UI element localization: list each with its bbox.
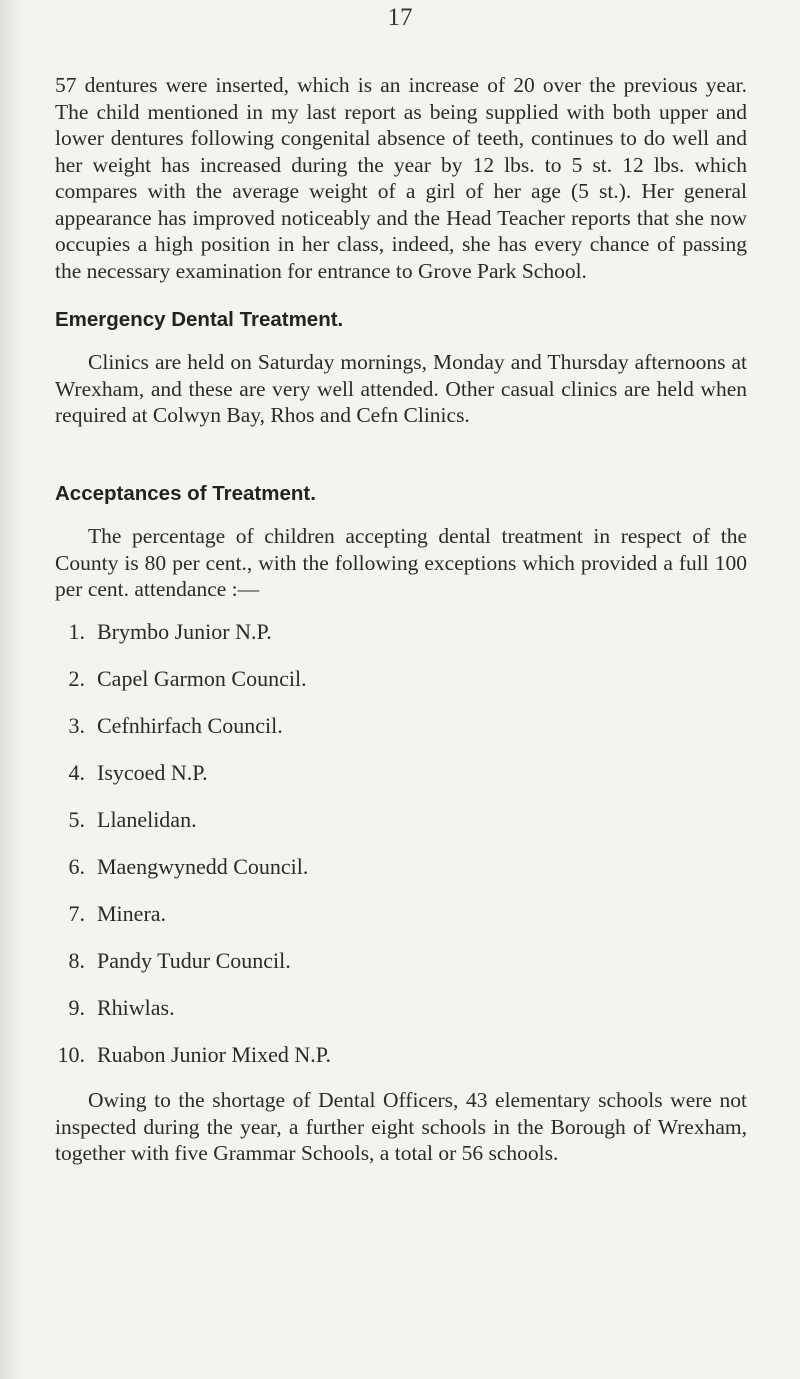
list-item: 8. Pandy Tudur Council. — [68, 948, 291, 973]
acceptances-section — [55, 482, 747, 506]
scan-shadow-edge — [0, 0, 22, 1379]
emergency-body: Clinics are held on Saturday mornings, Monday and Thursday afternoons at Wrexham, and these are very well attended. Other casual clinics are held when required at Colwyn Bay, Rhos and Cefn Clinics. — [55, 350, 747, 427]
list-item: 4. Isycoed N.P. — [68, 760, 208, 785]
emergency-body-block — [55, 349, 747, 429]
list-item: 1. Brymbo Junior N.P. — [68, 619, 272, 644]
acceptances-body-block — [55, 523, 747, 603]
list-item: 9. Rhiwlas. — [68, 995, 175, 1020]
list-item: 6. Maengwynedd Council. — [68, 854, 309, 879]
page-number: 17 — [387, 4, 413, 31]
intro-paragraph-block — [55, 72, 747, 284]
acceptances-body: The percentage of children accepting dental treatment in respect of the County is 80 per cent., with the following exceptions which provided a full 100 per cent. attendance :— — [55, 524, 747, 601]
list-item: 7. Minera. — [68, 901, 167, 926]
emergency-heading: Emergency Dental Treatment. — [55, 308, 344, 331]
list-item: 5. Llanelidan. — [68, 807, 197, 832]
closing-paragraph: Owing to the shortage of Dental Officers, 43 elementary schools were not inspected during the year, a further eight schools in the Borough of Wrexham, together with five Grammar Schools, a total or 56 schools. — [55, 1088, 747, 1165]
emergency-section — [55, 308, 747, 332]
closing-paragraph-block — [55, 1087, 747, 1167]
acceptances-heading: Acceptances of Treatment. — [55, 482, 316, 505]
list-item: 10. Ruabon Junior Mixed N.P. — [57, 1042, 332, 1067]
intro-paragraph: 57 dentures were inserted, which is an increase of 20 over the previous year. The child mentioned in my last report as being supplied with both upper and lower dentures following congenital absence of teeth, continues to do well and her weight has increased during the year by 12 lbs. to 5 st. 12 lbs. which compares with the average weight of a girl of her age (5 st.). Her general appearance has improved noticeably and the Head Teacher reports that she now occupies a high position in her class, indeed, she has every chance of passing the necessary examination for entrance to Grove Park School. — [55, 73, 747, 283]
list-item: 2. Capel Garmon Council. — [68, 666, 307, 691]
list-item: 3. Cefnhirfach Council. — [68, 713, 283, 738]
